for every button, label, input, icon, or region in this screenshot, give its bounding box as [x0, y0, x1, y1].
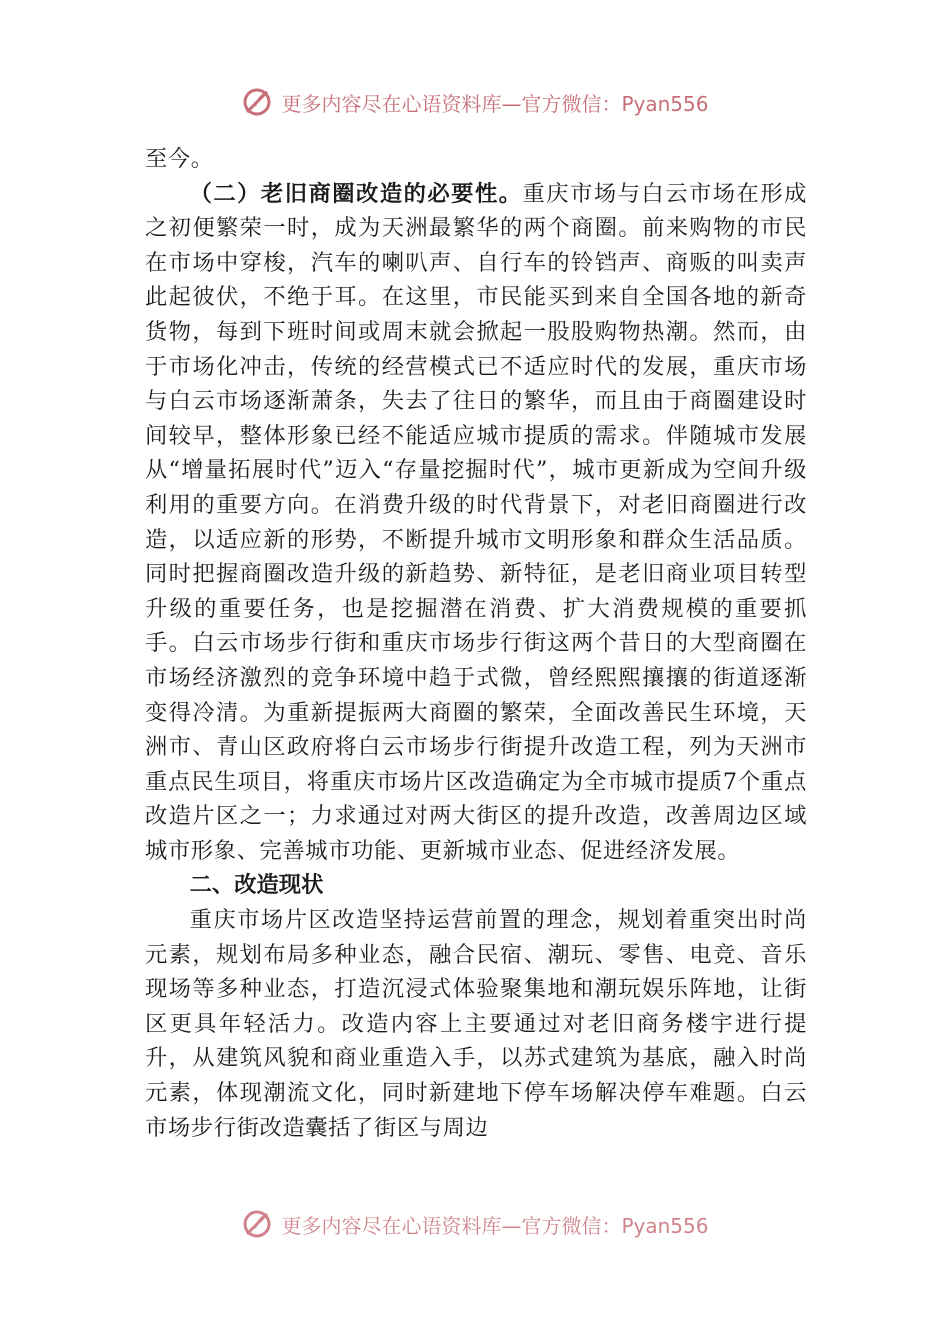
watermark-footer: [0, 1208, 950, 1240]
watermark-logo-icon: [241, 1208, 273, 1240]
paragraph-necessity: [145, 177, 807, 869]
paragraph-continuation: 至今。: [145, 146, 214, 172]
watermark-logo-icon: [241, 86, 273, 118]
section-heading: 二、改造现状: [189, 872, 324, 899]
watermark-text: 更多内容尽在心语资料库—官方微信：Pyan556: [281, 1213, 709, 1238]
paragraph-status: 重庆市场片区改造坚持运营前置的理念，规划着重突出时尚元素，规划布局多种业态，融合民宿、潮玩、零售、电竞、音乐现场等多种业态，打造沉浸式体验聚集地和潮玩娱乐阵地，让街区更具年轻活力。改造内容上主要通过对老旧商务楼宇进行提升，从建筑风貌和商业重造入手，以苏式建筑为基底，融入时尚元素，体现潮流文化，同时新建地下停车场解决停车难题。白云市场步行街改造囊括了街区与周边: [145, 907, 807, 1141]
watermark-text: 更多内容尽在心语资料库—官方微信：Pyan556: [281, 91, 709, 116]
paragraph-body: 重庆市场与白云市场在形成之初便繁荣一时，成为天洲最繁华的两个商圈。前来购物的市民在市场中穿梭，汽车的喇叭声、自行车的铃铛声、商贩的叫卖声此起彼伏，不绝于耳。在这里，市民能买到来自全国各地的新奇货物，每到下班时间或周末就会掀起一股股购物热潮。然而，由于市场化冲击，传统的经营模式已不适应时代的发展，重庆市场与白云市场逐渐萧条，失去了往日的繁华，而且由于商圈建设时间较早，整体形象已经不能适应城市提质的需求。伴随城市发展从“增量拓展时代”迈入“存量挖掘时代”，城市更新成为空间升级利用的重要方向。在消费升级的时代背景下，对老旧商圈进行改造，以适应新的形势，不断提升城市文明形象和群众生活品质。同时把握商圈改造升级的新趋势、新特征，是老旧商业项目转型升级的重要任务，也是挖掘潜在消费、扩大消费规模的重要抓手。白云市场步行街和重庆市场步行街这两个昔日的大型商圈在市场经济激烈的竞争环境中趋于式微，曾经熙熙攘攘的街道逐渐变得冷清。为重新提振两大商圈的繁荣，全面改善民生环境，天洲市、青山区政府将白云市场步行街提升改造工程，列为天洲市重点民生项目，将重庆市场片区改造确定为全市城市提质7个重点改造片区之一；力求通过对两大街区的提升改造，改善周边区域城市形象、完善城市功能、更新城市业态、促进经济发展。: [145, 180, 807, 864]
document-body: [145, 142, 807, 1212]
paragraph-lead: （二）老旧商圈改造的必要性。: [189, 180, 523, 207]
watermark-header: [0, 86, 950, 118]
